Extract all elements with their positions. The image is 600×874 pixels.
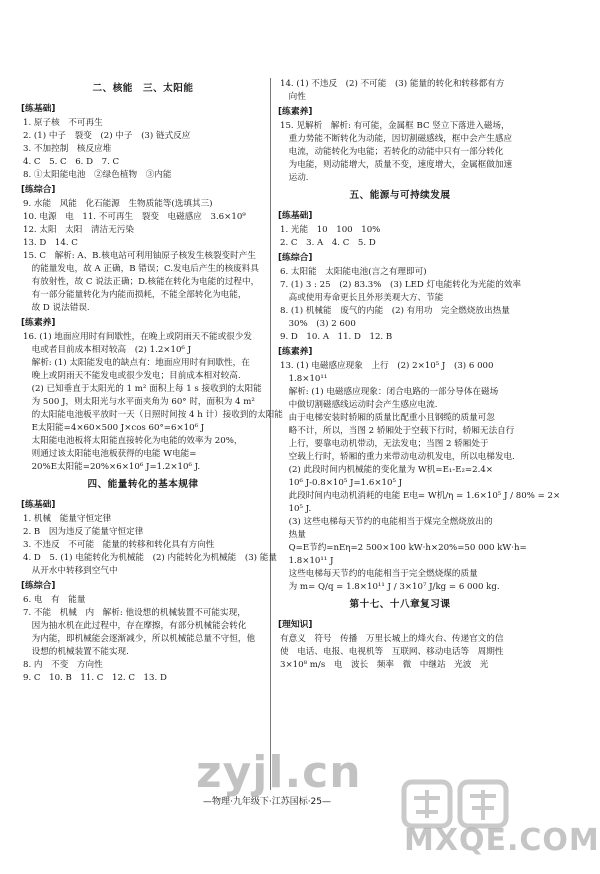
- page-footer: —物理·九年级下·江苏国标·25—: [202, 797, 332, 807]
- text-line: 1. 原子核 不可再生: [23, 118, 103, 128]
- text-line: 解析: (1) 电磁感应现象：闭合电路的一部分导体在磁场: [280, 387, 499, 397]
- block-basic: [23, 117, 263, 182]
- section-title-nuclear-solar: 二、核能 三、太阳能: [92, 83, 194, 94]
- text-line: 的能量发电，故 A 正确，B 错误；C.发电后产生的核废料具: [23, 264, 259, 274]
- text-line: (3) 这些电梯每天节约的电能相当于煤完全燃烧放出的: [280, 517, 493, 527]
- label-basic-r: [练基础]: [278, 211, 313, 221]
- label-comprehensive: [练综合]: [21, 185, 56, 195]
- block-literacy-0: [280, 120, 520, 185]
- text-line: 16. (1) 地面应用时有间歇性，在晚上或阴雨天不能或很少发: [23, 332, 252, 342]
- section-title-energy-laws: 四、能量转化的基本规律: [87, 479, 199, 490]
- text-line: 由于电梯安装时轿厢的质量比配重小且钢缆的质量可忽: [280, 413, 495, 423]
- right-column: [278, 78, 561, 672]
- label-basic-2: [练基础]: [21, 500, 56, 510]
- text-line: 10. 电源 电 11. 不可再生 裂变 电磁感应 3.6×10⁹: [23, 212, 246, 222]
- text-line: Q=E节约=nEη=2 500×100 kW·h×20%=50 000 kW·h=: [280, 543, 527, 553]
- text-line: 为 m= Q/q = 1.8×10¹¹ J / 3×10⁷ J/kg = 6 000 kg.: [280, 582, 500, 592]
- text-line: 3. 不违反 不可能 能量的转移和转化具有方向性: [23, 540, 215, 550]
- text-line: 向性: [280, 92, 306, 102]
- text-line: 9. C 10. B 11. C 12. C 13. D: [23, 673, 167, 683]
- block-comprehensive-2: [23, 594, 263, 685]
- text-line: 12. 太阳 太阳 清洁无污染: [23, 225, 134, 235]
- text-line: 电流，动能转化为电能；若转化的动能中只有一部分转化: [280, 147, 504, 157]
- block-comprehensive-r: [280, 266, 520, 344]
- text-line: 热量: [280, 530, 306, 540]
- text-line: 13. D 14. C: [23, 238, 78, 248]
- text-line: 13. (1) 电磁感应现象 上行 (2) 2×10⁵ J (3) 6 000: [280, 361, 494, 371]
- text-line: 1. 机械 能量守恒定律: [23, 514, 112, 524]
- text-line: 8. (1) 机械能 废气的内能 (2) 有用功 完全燃烧放出热量: [280, 306, 510, 316]
- text-line: 上行，要靠电动机带动，无法发电；当图 2 轿厢处于: [280, 439, 489, 449]
- text-line: (2) 此段时间内机械能的变化量为 W机=E₁-E₂=2.4×: [280, 465, 493, 475]
- block-basic-r: [280, 224, 520, 250]
- label-comprehensive-r: [练综合]: [278, 253, 313, 263]
- label-basic: [练基础]: [21, 104, 56, 114]
- block-continued: [280, 78, 520, 104]
- text-line: 20%E太阳能=20%×6×10⁶ J=1.2×10⁶ J.: [23, 462, 201, 472]
- section-title-review: 第十七、十八章复习课: [349, 599, 451, 610]
- block-literacy-r: [280, 360, 561, 594]
- text-line: 14. (1) 不违反 (2) 不可能 (3) 能量的转化和转移都有方: [280, 79, 505, 89]
- text-line: 15. C 解析: A、B.核电站可利用铀原子核发生核裂变时产生: [23, 251, 256, 261]
- text-line: 因为抽水机在此过程中，存在摩擦，有部分机械能会转化: [23, 621, 247, 631]
- text-line: 1.8×10¹¹ J: [280, 556, 334, 566]
- text-line: 3×10⁸ m/s 电 波长 频率 微 中继站 光波 光: [280, 660, 489, 670]
- text-line: 为 500 J，则太阳光与水平面夹角为 60° 时，面积为 4 m²: [23, 397, 255, 407]
- text-line: 故 D 说法错误.: [23, 303, 90, 313]
- text-line: 运动.: [280, 173, 309, 183]
- text-line: 3. 不加控制 核反应堆: [23, 144, 112, 154]
- text-line: 9. 水能 风能 化石能源 生物质能等(选填其三): [23, 199, 213, 209]
- text-line: 高或使用寿命更长且外形美观大方、节能: [280, 293, 444, 303]
- text-line: 2. B 因为违反了能量守恒定律: [23, 527, 144, 537]
- text-line: 4. C 5. C 6. D 7. C: [23, 157, 120, 167]
- text-line: 晚上或阴雨天不能发电或很少发电；目前成本相对较高.: [23, 371, 241, 381]
- column-divider: [270, 78, 271, 790]
- text-line: 则通过该太阳能电池板获得的电能 W电能=: [23, 449, 197, 459]
- text-line: 使 电话、电报、电视机等 互联网、移动电话等 周期性: [280, 647, 504, 657]
- text-line: 4. D 5. (1) 电能转化为机械能 (2) 内能转化为机械能 (3) 能量: [23, 553, 277, 563]
- text-line: 为内能，即机械能会逐渐减少，所以机械能总量不守恒，他: [23, 634, 256, 644]
- text-line: 中做切割磁感线运动时会产生感应电流.: [280, 400, 438, 410]
- block-literacy: [23, 331, 283, 474]
- text-line: 30% (3) 2 600: [280, 319, 356, 329]
- text-line: 2. (1) 中子 裂变 (2) 中子 (3) 链式反应: [23, 131, 191, 141]
- text-line: (2) 已知垂直于太阳光的 1 m² 面积上每 1 s 接收到的太阳能: [23, 384, 262, 394]
- text-line: 2. C 3. A 4. C 5. D: [280, 238, 376, 248]
- text-line: 空载上行时，轿厢的重力来带动电动机发电，所以电梯发电.: [280, 452, 515, 462]
- block-basic-2: [23, 513, 277, 578]
- text-line: 有一部分能量转化为内能而损耗，不能全部转化为电能，: [23, 290, 247, 300]
- watermark-logo-text: MXQE.COM: [404, 823, 600, 858]
- text-line: 有放射性，故 C 说法正确；D.核能在转化为电能的过程中，: [23, 277, 260, 287]
- text-line: 太阳能电池板将太阳能直接转化为电能的效率为 20%，: [23, 436, 243, 446]
- text-line: 7. 不能 机械 内 解析: 他设想的机械装置不可能实现，: [23, 608, 246, 618]
- left-column: [21, 78, 283, 685]
- label-literacy-0: [练素养]: [278, 107, 313, 117]
- label-literacy: [练素养]: [21, 318, 56, 328]
- text-line: 8. ①太阳能电池 ②绿色植物 ③内能: [23, 170, 172, 180]
- text-line: 9. D 10. A 11. D 12. B: [280, 332, 393, 342]
- watermark-site: zyjl.cn: [196, 747, 362, 798]
- text-line: 设想的机械装置不能实现.: [23, 647, 129, 657]
- label-knowledge: [理知识]: [278, 620, 313, 630]
- label-comprehensive-2: [练综合]: [21, 581, 56, 591]
- text-line: 的太阳能电池板平放时一天（日照时间按 4 h 计）接收到的太阳能: [23, 410, 283, 420]
- text-line: 有意义 符号 传播 万里长城上的烽火台、传递官文的信: [280, 634, 504, 644]
- text-line: 7. (1) 3 : 25 (2) 83.3% (3) LED 灯电能转化为光能的效率: [280, 280, 522, 290]
- block-knowledge: [280, 633, 520, 672]
- text-line: 重力势能不断转化为动能，因切割磁感线，框中会产生感应: [280, 134, 513, 144]
- text-line: 略不计，所以，当图 2 轿厢处于空载下行时，轿厢无法自行: [280, 426, 515, 436]
- text-line: 为电能，则动能增大，质量不变，速度增大，金属框做加速: [280, 160, 513, 170]
- text-line: 1.8×10¹¹: [280, 374, 328, 384]
- text-line: 10⁵ J.: [280, 504, 312, 514]
- block-comprehensive: [23, 198, 263, 315]
- text-line: 解析: (1) 太阳能发电的缺点有：地面应用时有间歇性，在: [23, 358, 250, 368]
- text-line: 电或者目前成本相对较高 (2) 1.2×10⁶ J: [23, 345, 192, 355]
- text-line: 6. 太阳能 太阳能电池(言之有理即可): [280, 267, 427, 277]
- section-title-sustainable: 五、能源与可持续发展: [349, 190, 451, 201]
- label-literacy-r: [练素养]: [278, 347, 313, 357]
- text-line: 6. 电 有 能量: [23, 595, 86, 605]
- text-line: 这些电梯每天节约的电能相当于完全燃烧煤的质量: [280, 569, 478, 579]
- text-line: 1. 光能 10 100 10%: [280, 225, 381, 235]
- text-line: 10⁶ J-0.8×10⁵ J=1.6×10⁵ J: [280, 478, 403, 488]
- text-line: E太阳能=4×60×500 J×cos 60°=6×10⁶ J: [23, 423, 205, 433]
- text-line: 从开水中转移到空气中: [23, 566, 118, 576]
- text-line: 15. 见解析 解析: 有可能，金属框 BC 竖立下落进入磁场，: [280, 121, 510, 131]
- text-line: 8. 内 不变 方向性: [23, 660, 103, 670]
- text-line: 此段时间内电动机消耗的电能 E电= W机/η = 1.6×10⁵ J / 80% = 2×: [280, 491, 561, 501]
